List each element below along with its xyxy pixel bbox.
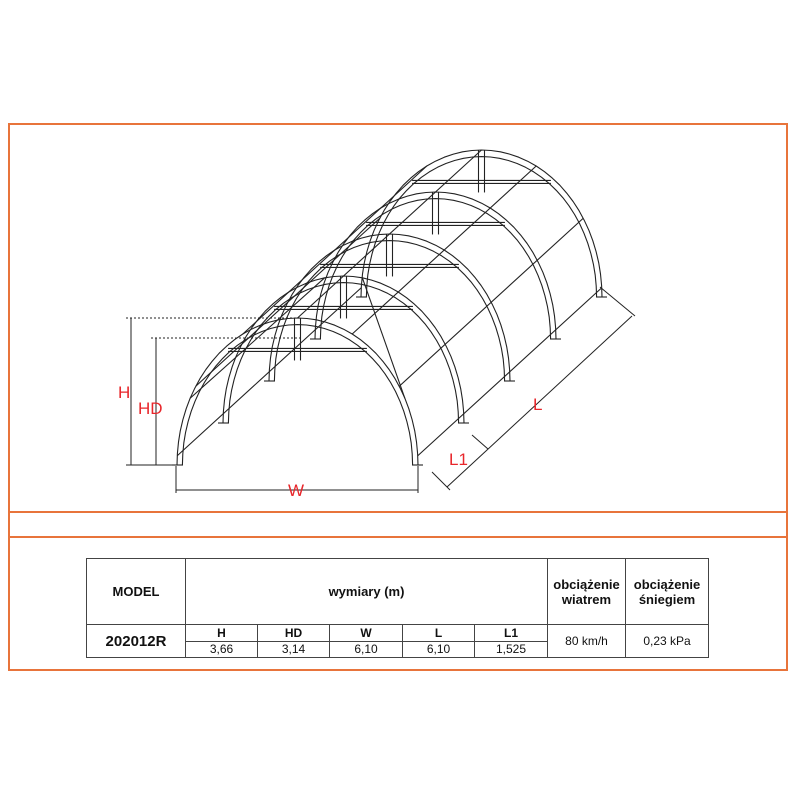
wind-load-header-line2: wiatrem xyxy=(561,591,612,607)
arch-outer xyxy=(177,318,418,465)
purlin xyxy=(352,166,536,334)
dim-label-h: H xyxy=(118,383,131,402)
col-header-l: L xyxy=(403,625,475,642)
diagonal-brace xyxy=(362,278,405,398)
arch-outer xyxy=(223,276,464,423)
dim-label-w: W xyxy=(288,481,305,500)
arch-outer xyxy=(315,192,556,339)
purlin xyxy=(243,166,427,334)
wind-load-value: 80 km/h xyxy=(548,625,626,658)
value-w: 6,10 xyxy=(330,641,403,658)
arch-outer xyxy=(361,150,602,297)
arch-inner xyxy=(366,157,596,297)
arch-inner xyxy=(274,241,504,381)
snow-load-value: 0,23 kPa xyxy=(626,625,709,658)
snow-load-header-line2: śniegiem xyxy=(638,591,696,607)
model-value: 202012R xyxy=(87,625,186,658)
greenhouse-structure xyxy=(172,150,607,465)
snow-load-header-line1: obciążenie xyxy=(633,576,701,592)
diagonal-brace xyxy=(190,278,325,398)
wind-load-header xyxy=(548,559,626,625)
value-l: 6,10 xyxy=(403,641,475,658)
arch-outer xyxy=(269,234,510,381)
spec-table xyxy=(86,558,709,658)
purlin xyxy=(196,218,380,386)
col-header-l1: L1 xyxy=(475,625,548,642)
arch-inner xyxy=(320,199,550,339)
dim-label-hd: HD xyxy=(138,399,163,418)
purlin xyxy=(418,288,602,456)
dim-label-l1: L1 xyxy=(449,450,468,469)
dimensions-header: wymiary (m) xyxy=(186,559,548,625)
value-hd: 3,14 xyxy=(258,641,330,658)
value-h: 3,66 xyxy=(186,641,258,658)
value-l1: 1,525 xyxy=(475,641,548,658)
purlin xyxy=(399,218,583,386)
wind-load-header-line1: obciążenie xyxy=(553,576,620,592)
model-header: MODEL xyxy=(87,559,186,625)
col-header-h: H xyxy=(186,625,258,642)
col-header-hd: HD xyxy=(258,625,330,642)
dim-label-l: L xyxy=(533,395,543,414)
dimension-lines xyxy=(126,287,635,493)
purlin xyxy=(298,150,482,318)
snow-load-header xyxy=(626,559,709,625)
col-header-w: W xyxy=(330,625,403,642)
